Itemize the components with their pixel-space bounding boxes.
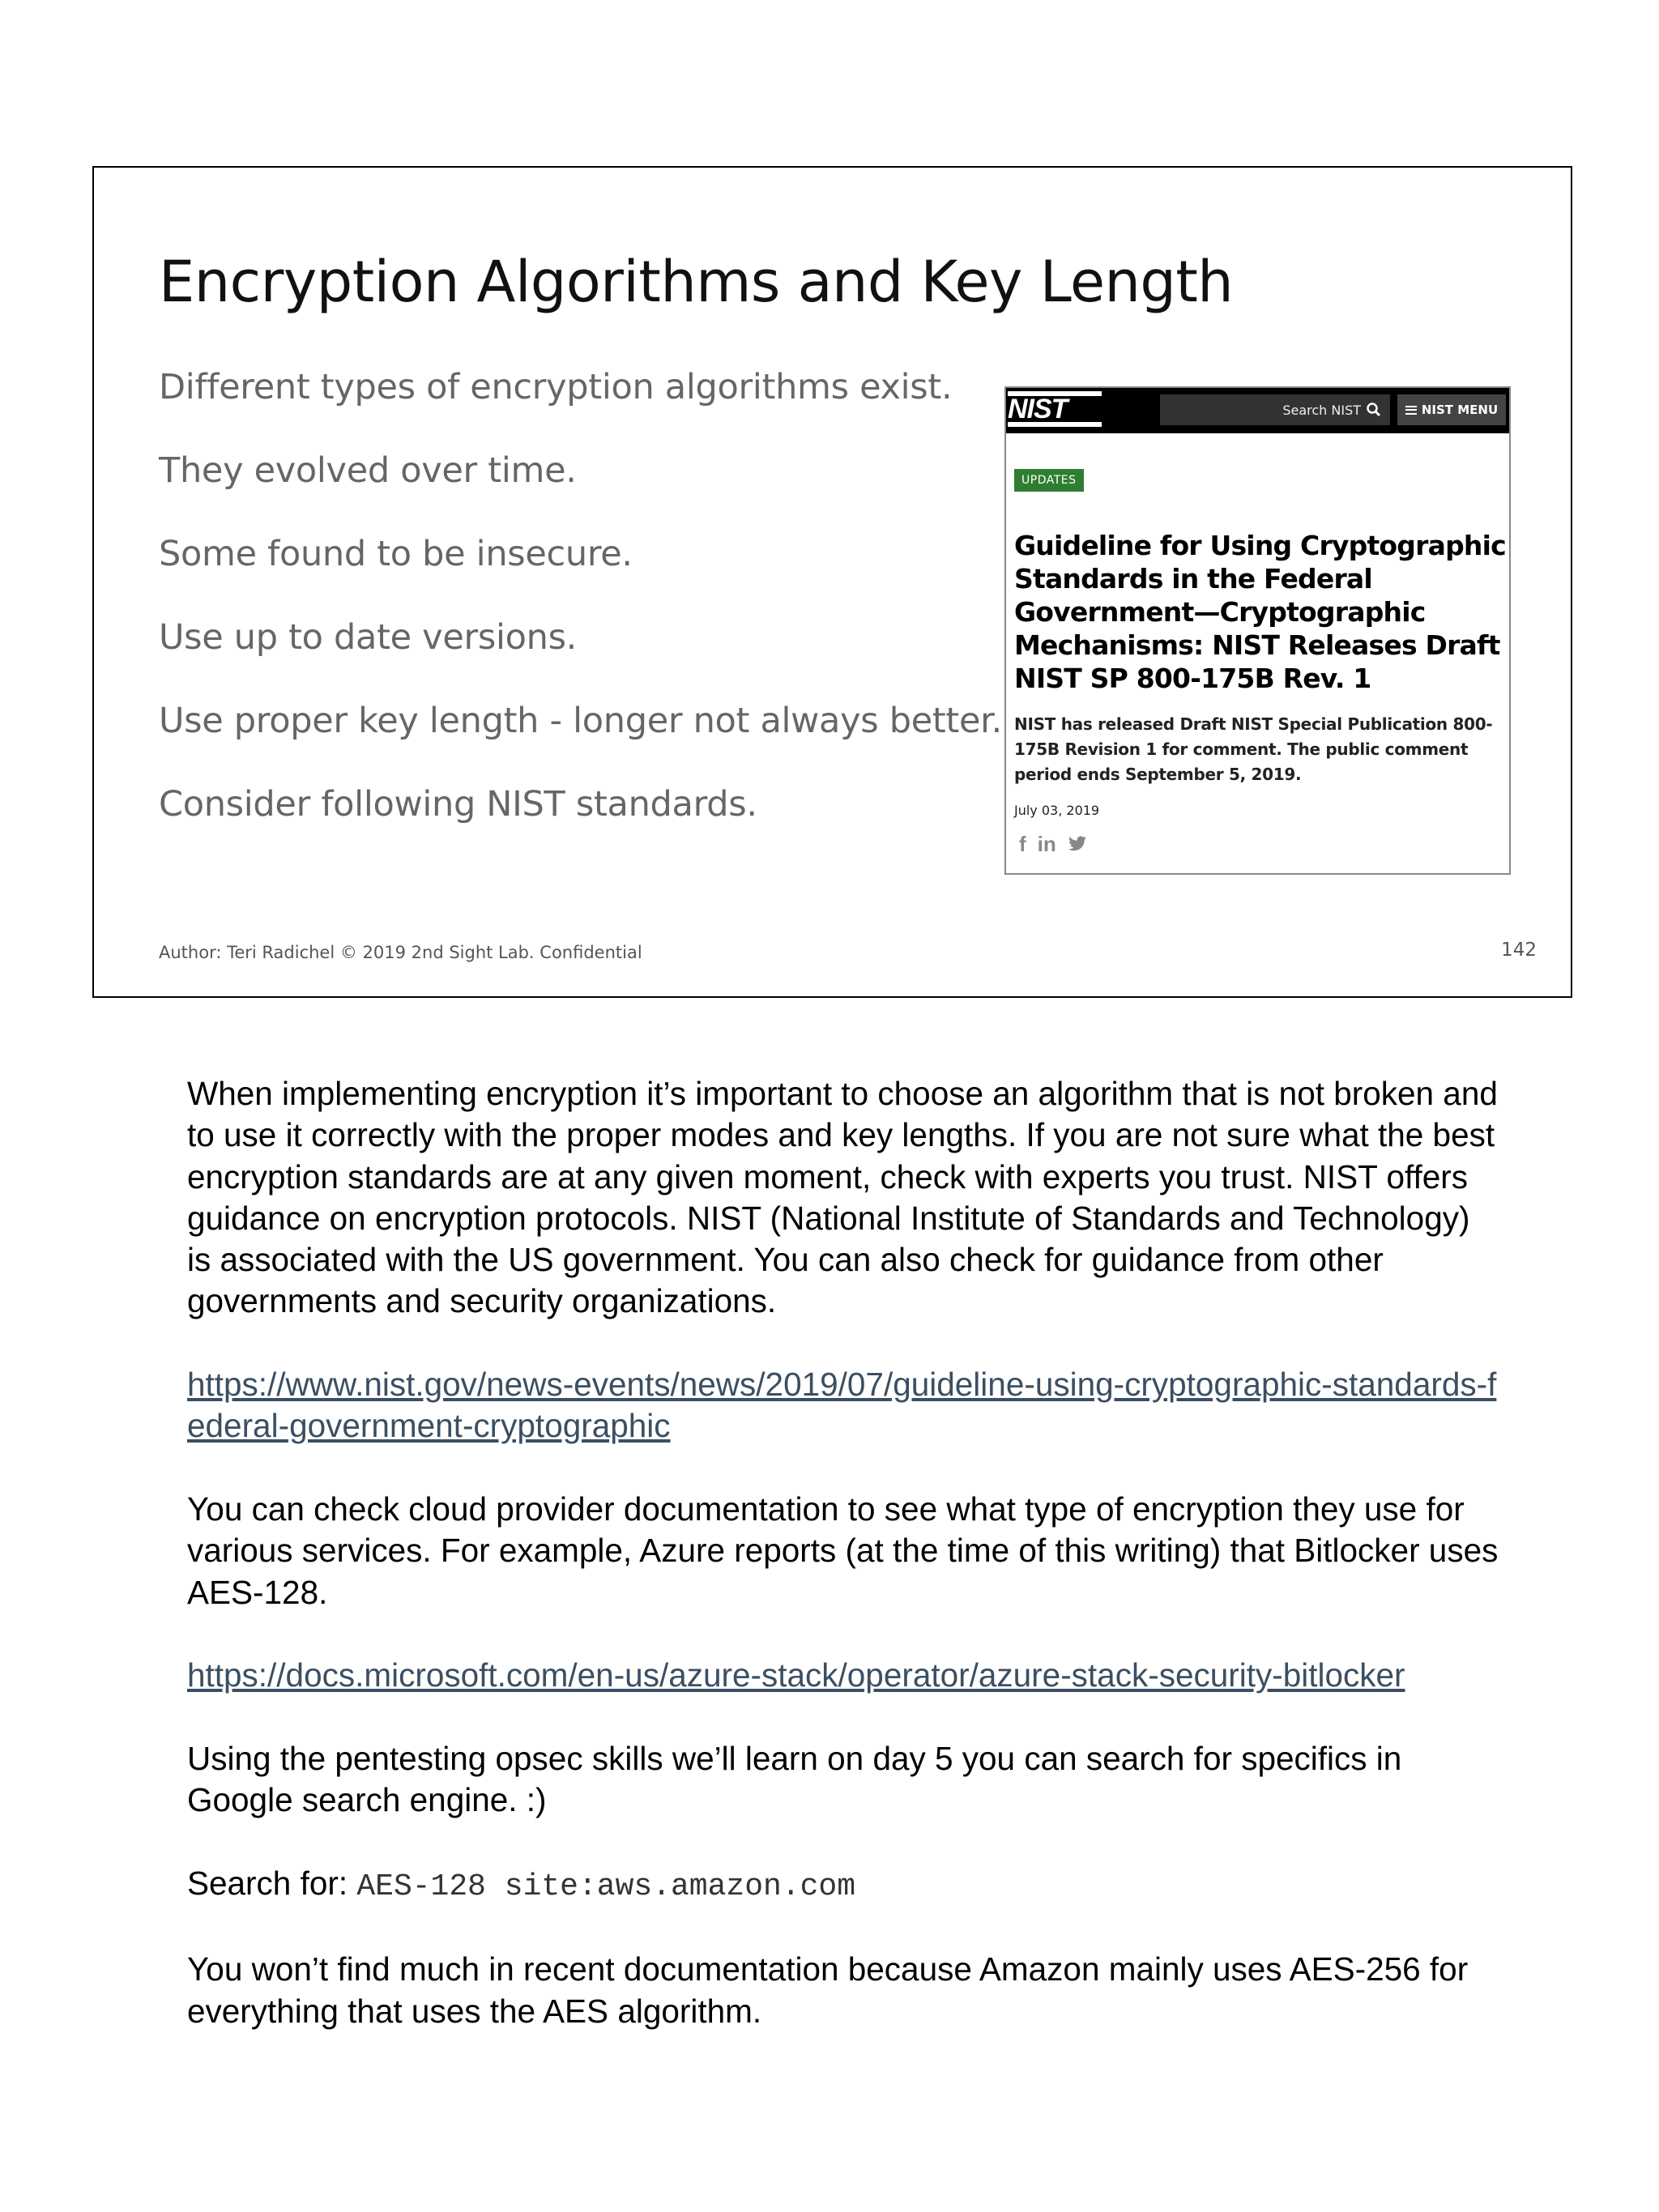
nist-guideline-link[interactable]: https://www.nist.gov/news-events/news/2019/07/guideline-using-cryptographic-standards-federal-government-cryptographic <box>187 1366 1497 1445</box>
share-row <box>1019 832 1087 856</box>
notes-link-line <box>187 1364 1499 1447</box>
bullet-item: Use proper key length - longer not always better. <box>159 701 1002 741</box>
slide <box>92 166 1572 998</box>
search-icon[interactable] <box>1366 402 1382 418</box>
search-prefix: Search for: <box>187 1864 357 1902</box>
notes-link-line <box>187 1655 1499 1696</box>
twitter-icon[interactable] <box>1068 836 1087 852</box>
bullet-item: Consider following NIST standards. <box>159 784 757 825</box>
nist-search-field[interactable] <box>1160 394 1390 425</box>
notes-paragraph: Using the pentesting opsec skills we’ll learn on day 5 you can search for specifics in Google search engine. :) <box>187 1739 1402 1819</box>
bullet-item: They evolved over time. <box>159 450 577 491</box>
notes-paragraph: You can check cloud provider documentation to see what type of encryption they use for various services. For example, Azure reports (at the time of this writing) that Bitlocker uses AES-128. <box>187 1490 1499 1611</box>
notes-paragraph: When implementing encryption it’s important to choose an algorithm that is not broken and to use it correctly with the proper modes and key lengths. If you are not sure what the best encryption standards are at any given moment, check with experts you trust. NIST offers guidance on encryption protocols. NIST (National Institute of Standards and Technology) is associated with the US government. You can also check for guidance from other governments and security organizations. <box>187 1075 1498 1320</box>
azure-bitlocker-link[interactable]: https://docs.microsoft.com/en-us/azure-stack/operator/azure-stack-security-bitlocker <box>187 1656 1405 1694</box>
linkedin-icon[interactable]: in <box>1037 832 1056 856</box>
article-summary: NIST has released Draft NIST Special Publication 800-175B Revision 1 for comment. The public comment period ends September 5, 2019. <box>1014 714 1493 784</box>
speaker-notes <box>187 1073 1499 2032</box>
bullet-list <box>159 366 1002 867</box>
search-query: AES-128 site:aws.amazon.com <box>356 1869 856 1904</box>
nist-menu-button[interactable] <box>1397 394 1506 425</box>
article-date: July 03, 2019 <box>1014 803 1100 818</box>
page-number: 142 <box>1501 940 1537 961</box>
nist-menu-label: NIST MENU <box>1421 403 1499 417</box>
nist-logo-text: NIST <box>1008 394 1068 424</box>
search-instruction <box>187 1863 1499 1907</box>
bullet-item: Some found to be insecure. <box>159 534 633 574</box>
facebook-icon[interactable]: f <box>1019 832 1026 856</box>
article-title[interactable]: Guideline for Using Cryptographic Standards in the Federal Government—Cryptographic Mechanisms: NIST Releases Draft NIST SP 800-175B Rev. 1 <box>1014 530 1506 694</box>
nist-logo[interactable] <box>1008 391 1102 427</box>
updates-badge[interactable]: UPDATES <box>1014 469 1084 492</box>
bullet-item: Use up to date versions. <box>159 617 578 658</box>
nist-search-label: Search NIST <box>1282 403 1361 418</box>
nist-article-screenshot <box>1004 386 1511 875</box>
hamburger-icon <box>1405 406 1417 415</box>
notes-paragraph: You won’t find much in recent documentation because Amazon mainly uses AES-256 for everything that uses the AES algorithm. <box>187 1950 1469 2030</box>
footer-author: Author: Teri Radichel © 2019 2nd Sight Lab. Confidential <box>159 943 642 962</box>
nist-header <box>1006 388 1509 433</box>
slide-title: Encryption Algorithms and Key Length <box>159 249 1234 315</box>
bullet-item: Different types of encryption algorithms exist. <box>159 367 953 407</box>
